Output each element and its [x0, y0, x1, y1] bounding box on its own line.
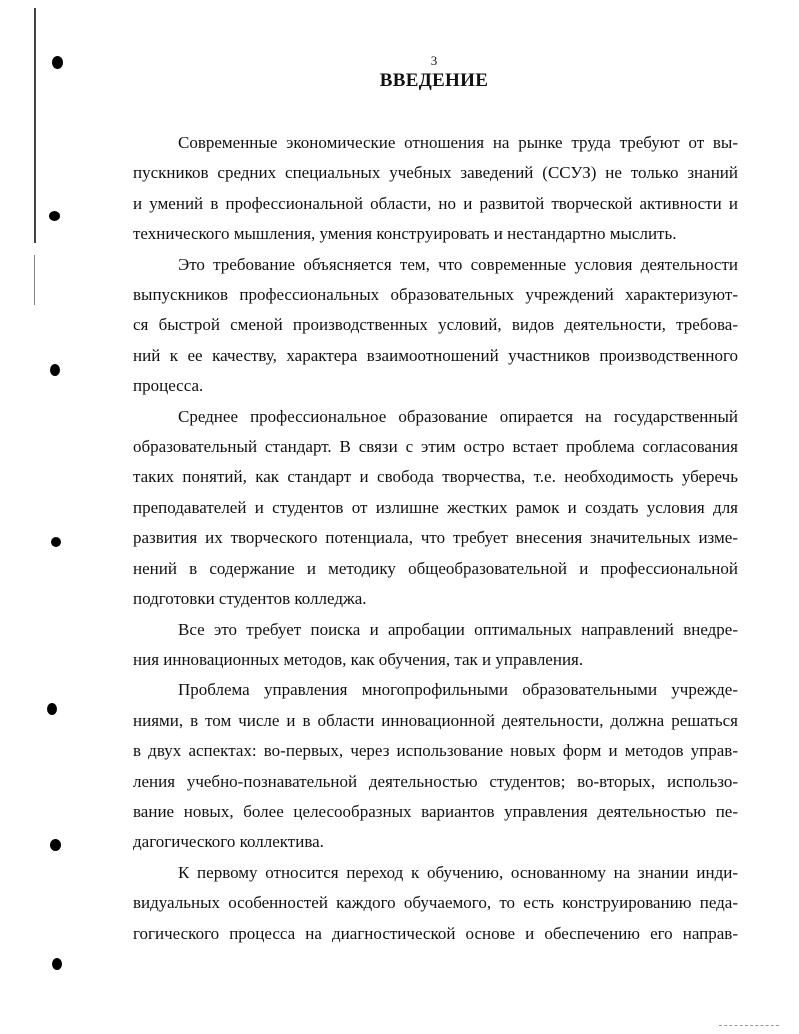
text-line: Современные экономические отношения на рынке труда требуют от вы- [178, 133, 738, 152]
text-line: ления учебно-познавательной деятельностью студентов; во-вторых, использо- [133, 771, 738, 791]
text-line: нений в содержание и методику общеобразовательной и профессиональной [133, 558, 738, 578]
text-line: ся быстрой сменой производственных условий, видов деятельности, требова- [133, 315, 738, 335]
page-title: ВВЕДЕНИЕ [379, 70, 489, 91]
binder-hole [50, 364, 60, 376]
text-line: преподавателей и студентов от излишне жестких рамок и создать условия для [133, 497, 738, 517]
text-line: видуальных особенностей каждого обучаемого, то есть конструированию педа- [133, 893, 738, 913]
text-line: процесса. [133, 376, 204, 396]
binder-hole [52, 958, 62, 970]
paragraph [133, 402, 738, 615]
text-line: Все это требует поиска и апробации оптимальных направлений внедре- [178, 619, 738, 639]
text-line: в двух аспектах: во-первых, через использование новых форм и методов управ- [133, 741, 738, 761]
text-line: Это требование объясняется тем, что современные условия деятельности [178, 254, 738, 274]
paragraph [133, 250, 738, 402]
text-line: ниями, в том числе и в области инновационной деятельности, должна решаться [133, 710, 738, 730]
text-line: образовательный стандарт. В связи с этим остро встает проблема согласования [133, 437, 738, 457]
text-line: таких понятий, как стандарт и свобода творчества, т.е. необходимость уберечь [133, 467, 738, 487]
text-line: выпускников профессиональных образовательных учреждений характеризуют- [133, 285, 738, 305]
scan-artifact [719, 1025, 779, 1030]
text-line: гогического процесса на диагностической основе и обеспечению его направ- [133, 923, 738, 943]
text-line: пускников средних специальных учебных заведений (ССУЗ) не только знаний [133, 163, 738, 183]
paragraph [133, 128, 738, 250]
binder-hole [47, 703, 57, 715]
text-line: подготовки студентов колледжа. [133, 589, 367, 609]
text-line: вание новых, более целесообразных вариантов управления деятельностью пе- [133, 801, 738, 821]
text-line: технического мышления, умения конструировать и нестандартно мыслить. [133, 224, 677, 244]
paragraph [133, 858, 738, 949]
text-line: ний к ее качеству, характера взаимоотношений участников производственного [133, 345, 738, 365]
text-line: ния инновационных методов, как обучения, так и управления. [133, 649, 584, 669]
binder-hole [49, 211, 60, 221]
text-line: Среднее профессиональное образование опирается на государственный [178, 406, 738, 426]
text-line: дагогического коллектива. [133, 832, 324, 852]
text-line: Проблема управления многопрофильными образовательными учрежде- [178, 680, 738, 700]
paragraph [133, 615, 738, 676]
binder-hole [51, 537, 61, 547]
text-line: К первому относится переход к обучению, основанному на знании инди- [178, 862, 738, 882]
text-line: развития их творческого потенциала, что требует внесения значительных изме- [133, 528, 738, 548]
page-number: 3 [430, 53, 438, 68]
body-text [133, 128, 738, 949]
scan-edge-line [34, 255, 35, 305]
text-line: и умений в профессиональной области, но и развитой творческой активности и [133, 193, 738, 213]
binder-hole [50, 839, 61, 851]
scan-edge-line [34, 8, 36, 243]
paragraph [133, 675, 738, 857]
